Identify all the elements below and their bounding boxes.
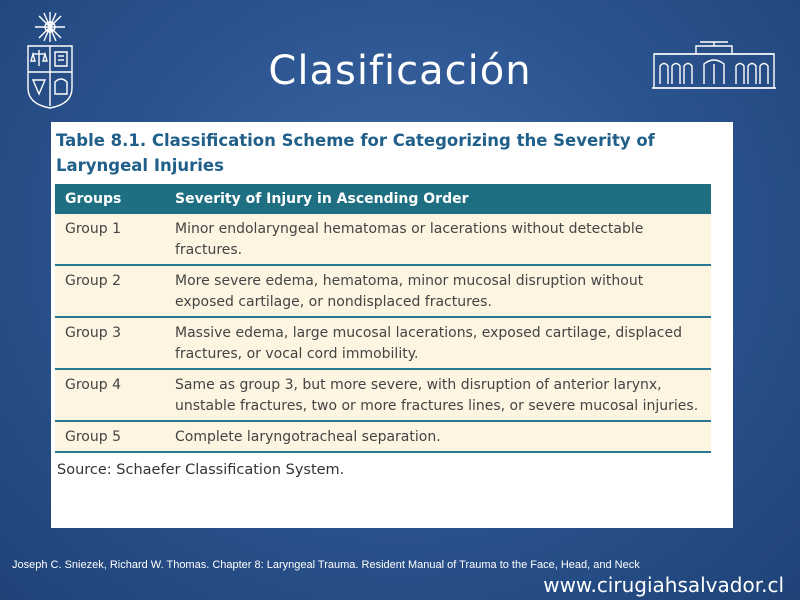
table-row bbox=[55, 421, 711, 452]
table-caption: Table 8.1. Classification Scheme for Categorizing the Severity of Laryngeal Injuries bbox=[56, 131, 655, 175]
table-row bbox=[55, 317, 711, 369]
header-severity: Severity of Injury in Ascending Order bbox=[165, 184, 711, 214]
severity-cell: Massive edema, large mucosal lacerations, exposed cartilage, displaced fractures, or vocal cord immobility. bbox=[165, 317, 711, 369]
table-header-row bbox=[55, 184, 711, 214]
table-row bbox=[55, 369, 711, 421]
table-source: Source: Schaefer Classification System. bbox=[57, 462, 345, 478]
table-row bbox=[55, 214, 711, 265]
severity-cell: Minor endolaryngeal hematomas or lacerations without detectable fractures. bbox=[165, 214, 711, 265]
group-cell: Group 2 bbox=[55, 265, 165, 317]
citation-text: Joseph C. Sniezek, Richard W. Thomas. Chapter 8: Laryngeal Trauma. Resident Manual of Trauma to the Face, Head, and Neck bbox=[12, 559, 640, 571]
table-row bbox=[55, 265, 711, 317]
group-cell: Group 4 bbox=[55, 369, 165, 421]
severity-cell: Same as group 3, but more severe, with disruption of anterior larynx, unstable fractures, two or more fractures lines, or severe mucosal injuries. bbox=[165, 369, 711, 421]
slide-title: Clasificación bbox=[268, 48, 532, 94]
group-cell: Group 5 bbox=[55, 421, 165, 452]
severity-cell: Complete laryngotracheal separation. bbox=[165, 421, 711, 452]
group-cell: Group 1 bbox=[55, 214, 165, 265]
website-url[interactable]: www.cirugiahsalvador.cl bbox=[543, 573, 784, 597]
group-cell: Group 3 bbox=[55, 317, 165, 369]
severity-cell: More severe edema, hematoma, minor mucosal disruption without exposed cartilage, or nondisplaced fractures. bbox=[165, 265, 711, 317]
classification-table bbox=[55, 184, 711, 453]
classification-table-panel bbox=[51, 122, 733, 528]
header-groups: Groups bbox=[55, 184, 165, 214]
